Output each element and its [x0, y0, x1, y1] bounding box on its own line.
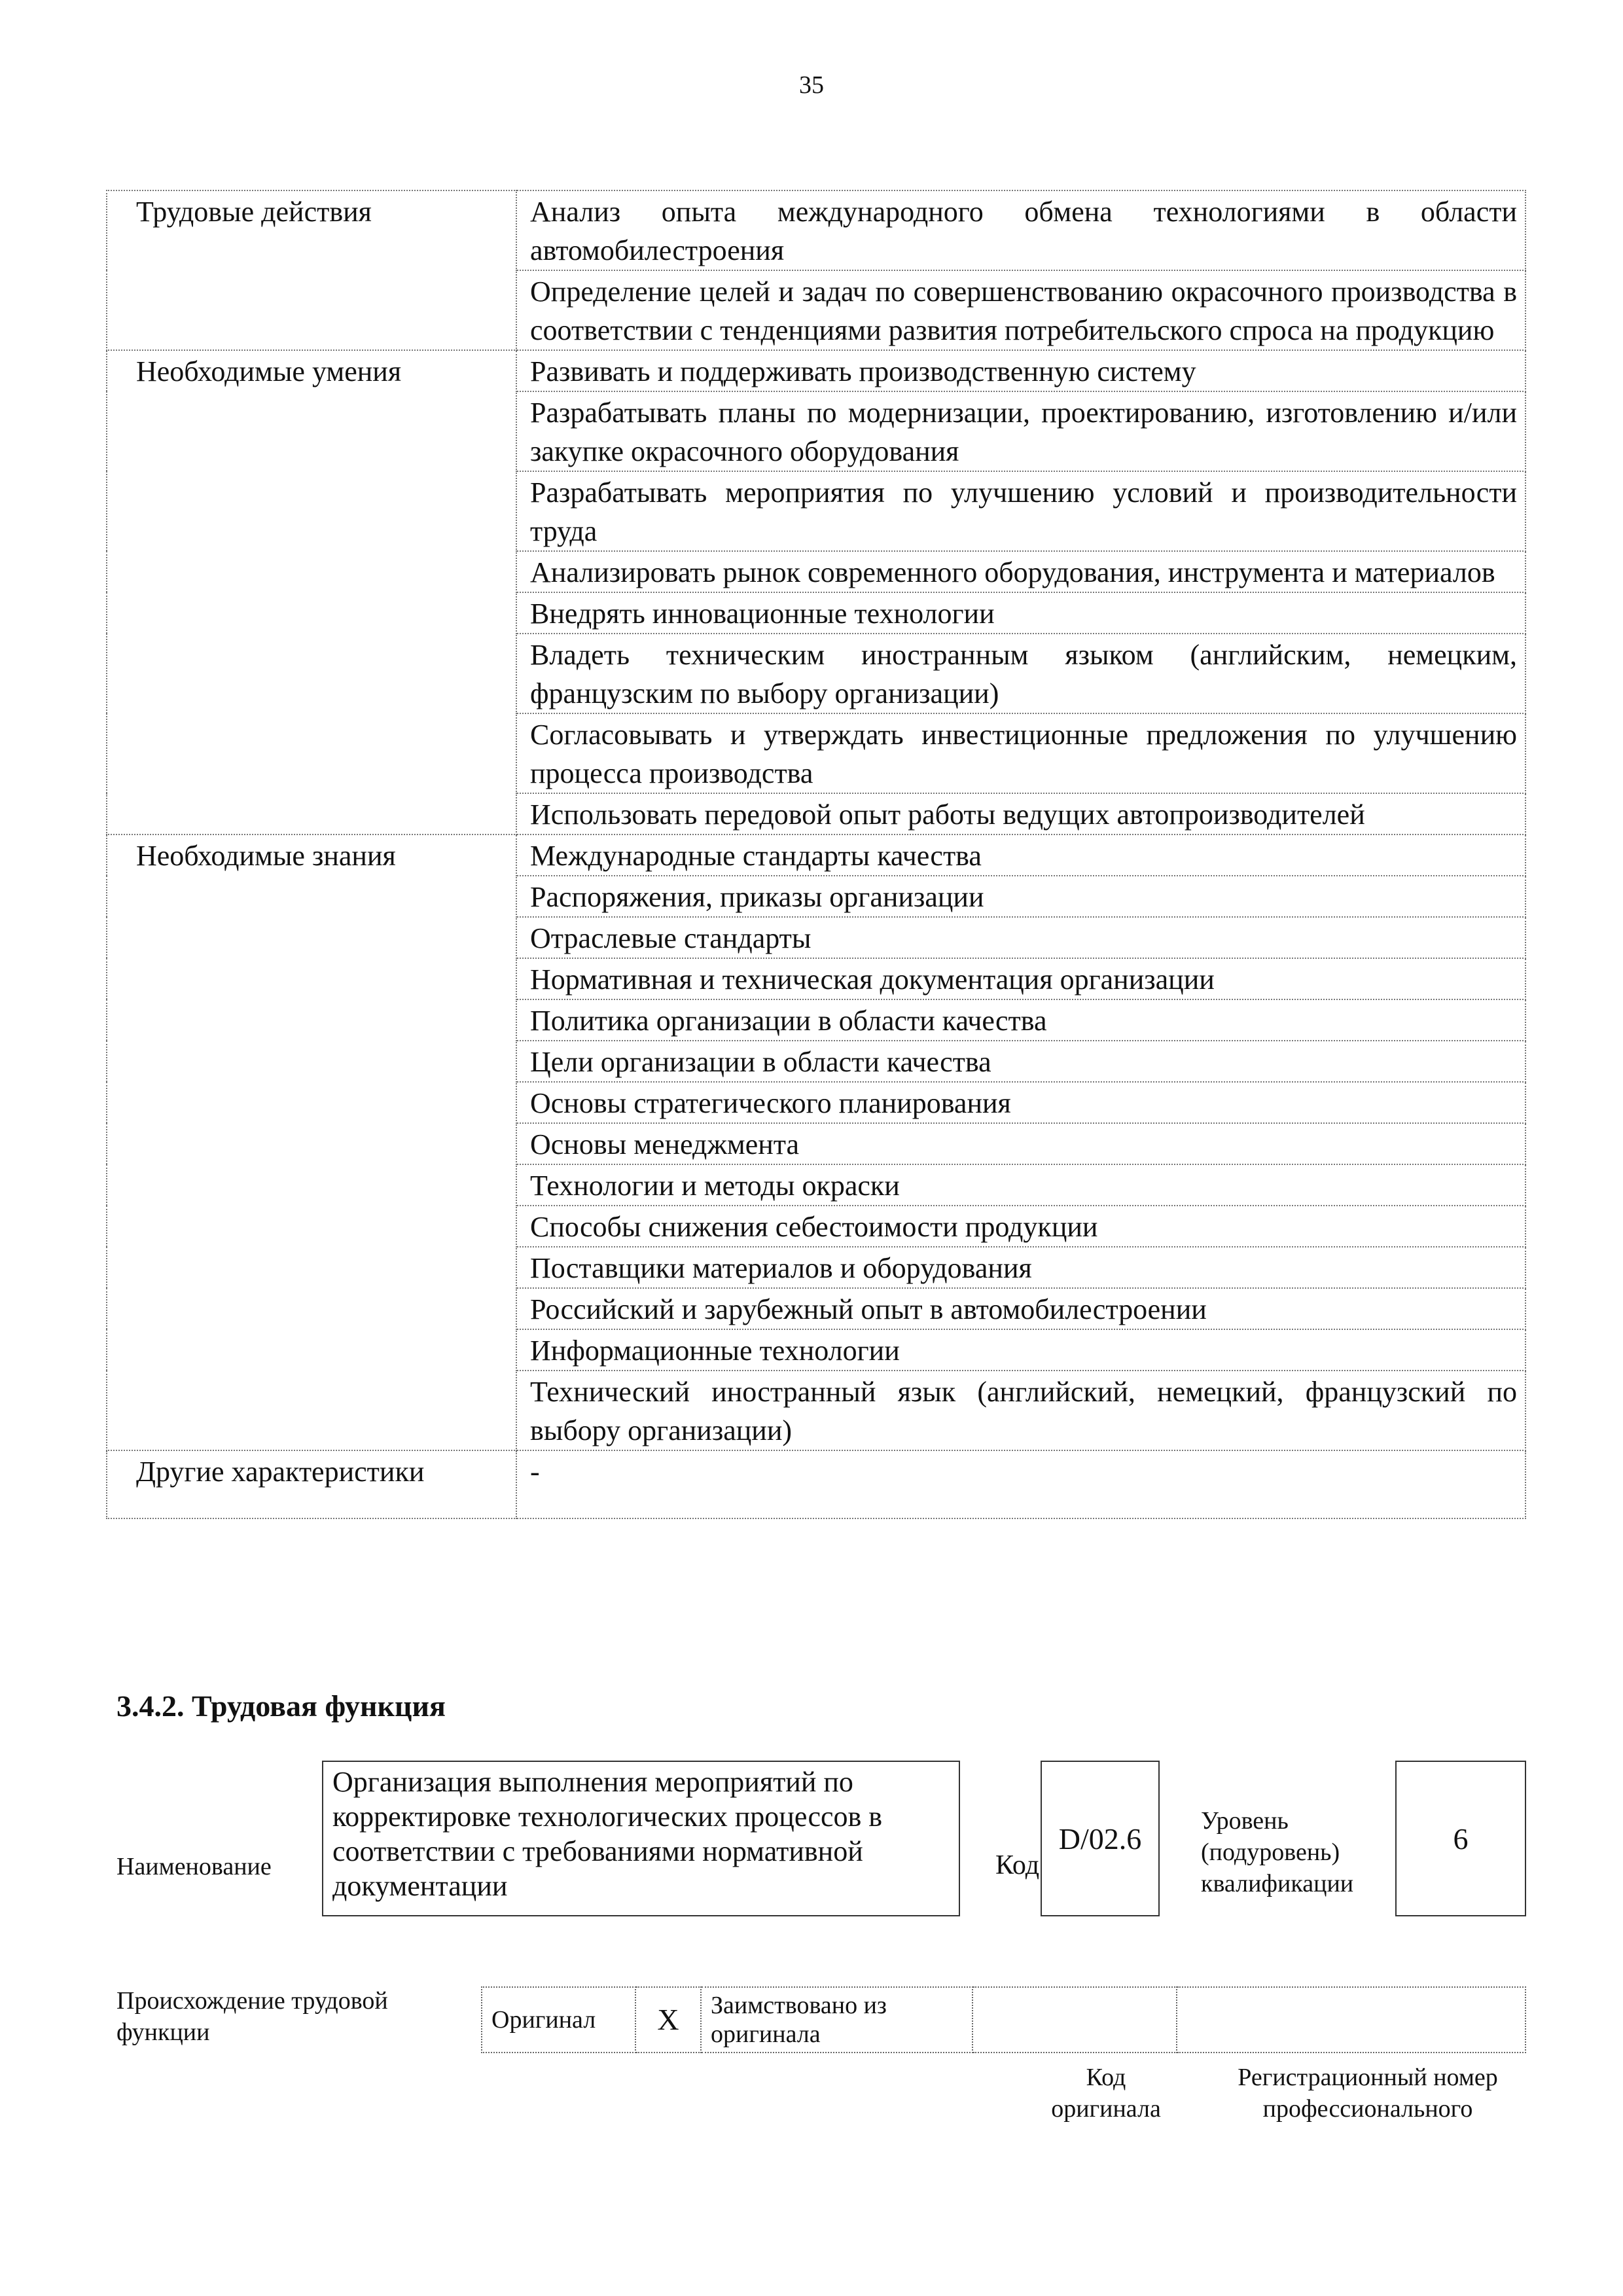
level-label-line-2: (подуровень)	[1201, 1839, 1340, 1866]
level-value-box: 6	[1395, 1761, 1526, 1916]
section-label: Необходимые умения	[107, 350, 516, 834]
requirement-item: Внедрять инновационные технологии	[516, 592, 1525, 634]
requirement-item: Основы стратегического планирования	[516, 1082, 1525, 1123]
table-row	[107, 350, 1525, 391]
name-label: Наименование	[116, 1853, 272, 1880]
requirement-item: Распоряжения, приказы организации	[516, 876, 1525, 917]
code-value-box: D/02.6	[1041, 1761, 1160, 1916]
page-number: 35	[799, 71, 824, 99]
requirement-item: Международные стандарты качества	[516, 834, 1525, 876]
requirement-item: Политика организации в области качества	[516, 999, 1525, 1041]
reg-number-caption-1: Регистрационный номер	[1238, 2064, 1498, 2091]
level-label-line-1: Уровень	[1201, 1807, 1289, 1835]
section-heading: 3.4.2. Трудовая функция	[116, 1689, 446, 1723]
borrowed-label-line-1: Заимствовано из	[711, 1992, 887, 2019]
requirement-item: Развивать и поддерживать производственную систему	[516, 350, 1525, 391]
table-row	[107, 1450, 1525, 1518]
code-original-caption-1: Код	[1086, 2064, 1126, 2091]
code-original-cell	[972, 1987, 1177, 2053]
requirement-item: Основы менеджмента	[516, 1123, 1525, 1164]
requirement-item: Анализ опыта международного обмена технологиями в области автомобилестроения	[516, 190, 1525, 270]
requirement-item: Определение целей и задач по совершенствованию окрасочного производства в соответствии с тенденциями развития потребительского спроса на продукцию	[516, 270, 1525, 350]
original-mark-cell: X	[635, 1987, 701, 2053]
requirement-item: Поставщики материалов и оборудования	[516, 1247, 1525, 1288]
requirement-item: Цели организации в области качества	[516, 1041, 1525, 1082]
requirement-item: Использовать передовой опыт работы ведущих автопроизводителей	[516, 793, 1525, 834]
borrowed-cell	[701, 1987, 972, 2053]
function-name-box: Организация выполнения мероприятий по корректировке технологических процессов в соответствии с требованиями нормативной документации	[322, 1761, 960, 1916]
requirement-item: Анализировать рынок современного оборудования, инструмента и материалов	[516, 551, 1525, 592]
section-label: Необходимые знания	[107, 834, 516, 1450]
requirement-item: Согласовывать и утверждать инвестиционные предложения по улучшению процесса производства	[516, 713, 1525, 793]
section-label: Другие характеристики	[107, 1450, 516, 1518]
requirement-item: Способы снижения себестоимости продукции	[516, 1206, 1525, 1247]
requirements-table	[106, 190, 1526, 1519]
requirement-item: Разрабатывать планы по модернизации, проектированию, изготовлению и/или закупке окрасочного оборудования	[516, 391, 1525, 471]
requirement-item: -	[516, 1450, 1525, 1518]
origin-table	[481, 1986, 1526, 2053]
reg-number-caption-2: профессионального	[1262, 2095, 1473, 2123]
requirement-item: Разрабатывать мероприятия по улучшению условий и производительности труда	[516, 471, 1525, 551]
requirement-item: Российский и зарубежный опыт в автомобилестроении	[516, 1288, 1525, 1329]
code-label: Код	[995, 1850, 1040, 1880]
requirement-item: Владеть техническим иностранным языком (английским, немецким, французским по выбору организации)	[516, 634, 1525, 713]
table-row	[107, 190, 1525, 270]
section-label: Трудовые действия	[107, 190, 516, 350]
level-label-line-3: квалификации	[1201, 1870, 1354, 1897]
borrowed-label-line-2: оригинала	[711, 2020, 821, 2048]
code-original-caption-2: оригинала	[1051, 2095, 1161, 2123]
origin-label-line-1: Происхождение трудовой	[116, 1987, 388, 2015]
requirement-item: Отраслевые стандарты	[516, 917, 1525, 958]
reg-number-cell	[1177, 1987, 1525, 2053]
requirement-item: Информационные технологии	[516, 1329, 1525, 1371]
origin-label-line-2: функции	[116, 2018, 210, 2046]
table-row	[107, 834, 1525, 876]
requirement-item: Технологии и методы окраски	[516, 1164, 1525, 1206]
requirement-item: Нормативная и техническая документация организации	[516, 958, 1525, 999]
requirement-item: Технический иностранный язык (английский, немецкий, французский по выбору организации)	[516, 1371, 1525, 1450]
original-label-cell: Оригинал	[482, 1987, 635, 2053]
